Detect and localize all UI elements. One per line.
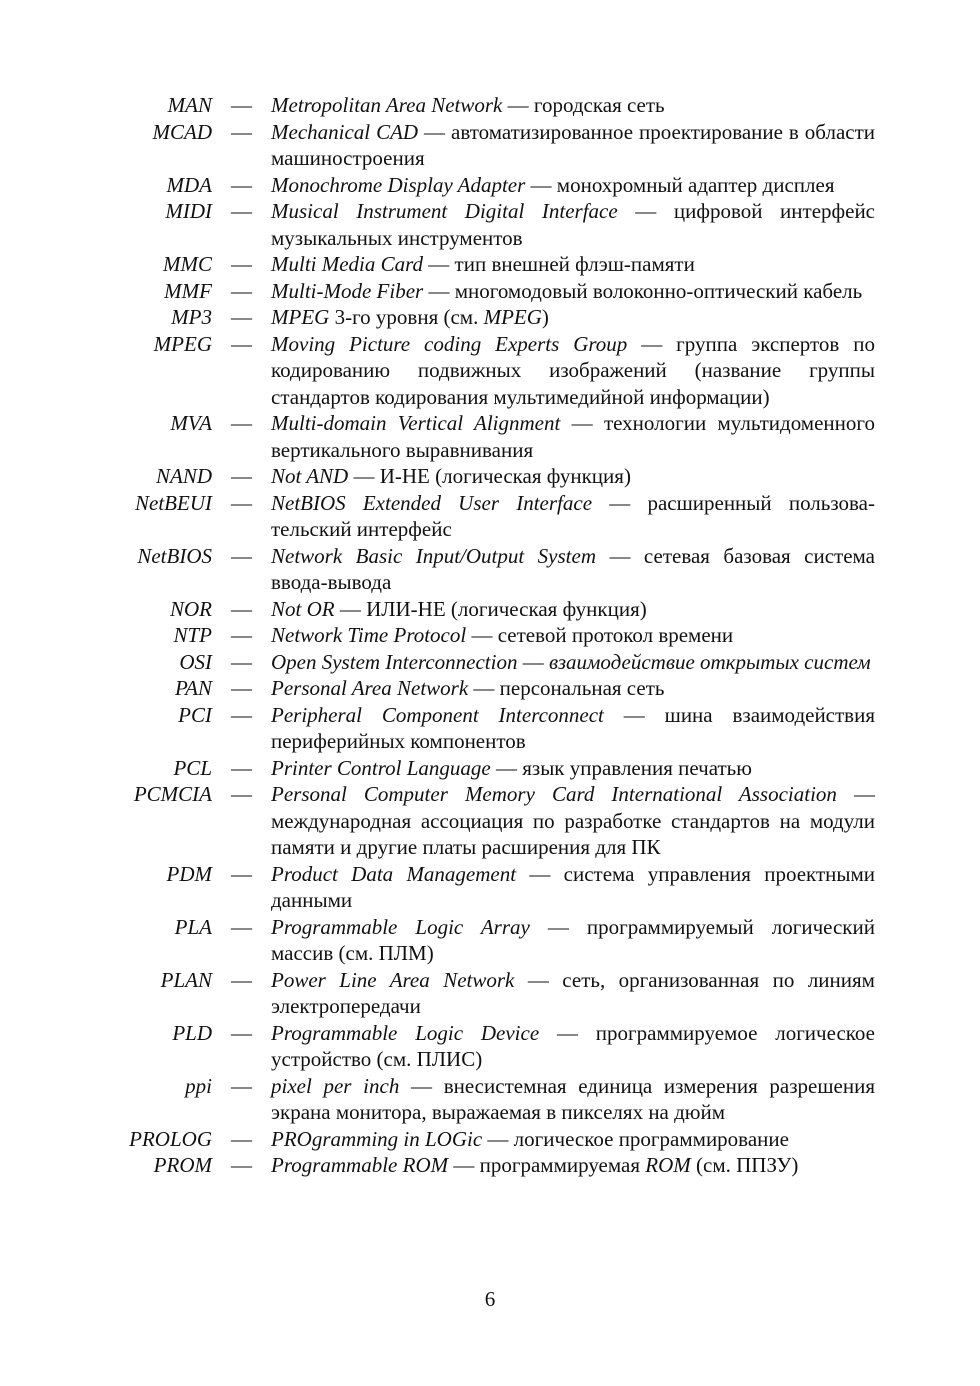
entry-dash: — (231, 702, 252, 727)
entry-definition (271, 119, 875, 172)
glossary-entry (100, 490, 875, 543)
definition-text: — сеть, организованная по линиям электропередачи (271, 967, 875, 1018)
definition-italic-text: Musical Instrument Digital Interface (271, 199, 618, 223)
glossary-entry (100, 331, 875, 411)
glossary-entry (100, 675, 875, 702)
definition-italic-text: Mechanical CAD (271, 119, 419, 144)
entry-term: MP3 (171, 305, 212, 329)
definition-italic-text: Open System Interconnection (271, 649, 518, 674)
entry-term: MDA (166, 172, 212, 197)
entry-definition (271, 914, 875, 967)
definition-text: — (517, 649, 549, 674)
definition-text: — группа экспертов по кодированию подвижных изображений (название группы стандартов кодирования мультимедийной информации) (271, 331, 875, 409)
definition-italic-text: Moving Picture coding Experts Group (271, 331, 628, 356)
definition-italic-text: Not OR (271, 596, 335, 621)
entry-term: PCMCIA (133, 782, 212, 806)
glossary-entry (100, 967, 875, 1020)
definition-italic-text: MPEG (483, 305, 542, 329)
entry-dash: — (231, 464, 252, 488)
definition-text: — И-НЕ (логическая функция) (348, 464, 631, 488)
entry-term: PLD (172, 1020, 212, 1045)
definition-italic-text: Product Data Management (271, 861, 517, 886)
definition-italic-text: Power Line Area Network (271, 967, 515, 992)
definition-italic-text: Printer Control Language (271, 755, 491, 780)
glossary-entry (100, 649, 875, 676)
entry-definition (271, 622, 875, 649)
entry-definition (271, 410, 875, 463)
definition-italic-text: PROgramming in LOGic (271, 1126, 483, 1151)
entry-dash: — (231, 199, 252, 223)
entry-definition (271, 1126, 875, 1153)
definition-text: — цифровой интерфейс музыкальных инструментов (271, 199, 876, 250)
definition-italic-text: Peripheral Component Interconnect (271, 702, 604, 727)
definition-text: (см. ППЗУ) (690, 1153, 799, 1177)
entry-definition (271, 198, 875, 251)
definition-italic-text: ROM (645, 1153, 691, 1177)
definition-text: ) (541, 305, 549, 329)
definition-text: — автоматизированное проектирование в области машиностроения (271, 119, 875, 170)
definition-text: — программируемая (448, 1153, 646, 1177)
entry-term: PLA (174, 914, 212, 939)
definition-text: — международная ассоциация по разработке стандартов на модули памяти и другие платы расширения для ПК (271, 782, 875, 859)
entry-definition (271, 251, 875, 278)
definition-text: — шина взаимодействия периферийных компонентов (271, 702, 875, 753)
entry-definition (271, 463, 875, 490)
glossary-entry (100, 1126, 875, 1153)
glossary-entry (100, 1152, 875, 1179)
entry-term: PAN (175, 676, 212, 700)
definition-text: 3-го уровня (см. (329, 305, 484, 329)
entry-term: MPEG (153, 331, 212, 356)
entry-term: PLAN (160, 967, 212, 992)
definition-text: — программируемый логический массив (см. ПЛМ) (271, 914, 875, 965)
definition-text: — язык управления печатью (490, 755, 752, 780)
definition-italic-text: взаимодействие открытых систем (548, 649, 871, 674)
definition-italic-text: Multi Media Card (271, 252, 424, 276)
entry-term: NOR (170, 596, 212, 621)
definition-italic-text: Multi-domain Vertical Alignment (271, 411, 561, 435)
definition-italic-text: Not AND (271, 464, 349, 488)
glossary-entry (100, 543, 875, 596)
entry-term: PDM (166, 861, 212, 886)
glossary-entry (100, 410, 875, 463)
entry-dash: — (231, 119, 252, 144)
entry-definition (271, 331, 875, 411)
entry-dash: — (231, 1073, 252, 1098)
definition-italic-text: pixel per inch (271, 1073, 400, 1098)
entry-dash: — (231, 93, 252, 117)
entry-dash: — (231, 305, 252, 329)
entry-dash: — (231, 676, 252, 700)
entry-dash: — (231, 411, 252, 435)
entry-definition (271, 1073, 875, 1126)
entry-definition (271, 543, 875, 596)
entry-term: MIDI (165, 199, 212, 223)
entry-dash: — (231, 278, 252, 303)
entry-dash: — (231, 543, 252, 568)
definition-text: — тип внешней флэш-памяти (423, 252, 695, 276)
glossary-entry (100, 119, 875, 172)
entry-definition (271, 1152, 875, 1179)
glossary-entry (100, 622, 875, 649)
entry-definition (271, 490, 875, 543)
definition-italic-text: Programmable Logic Device (271, 1020, 540, 1045)
entry-term: MCAD (152, 119, 212, 144)
definition-italic-text: Monochrome Display Adapter (271, 172, 526, 197)
definition-text: — расширенный пользовательский интерфейс (271, 490, 875, 541)
definition-italic-text: Personal Computer Memory Card International Association (271, 782, 837, 806)
definition-italic-text: Programmable ROM (271, 1153, 449, 1177)
entry-definition (271, 596, 875, 623)
glossary-entry (100, 702, 875, 755)
entry-term: MVA (170, 411, 212, 435)
entry-dash: — (231, 172, 252, 197)
entry-definition (271, 92, 875, 119)
entry-term: OSI (179, 649, 212, 674)
entry-dash: — (231, 782, 252, 806)
definition-italic-text: NetBIOS Extended User Interface (271, 490, 593, 515)
entry-definition (271, 649, 875, 676)
glossary-entry (100, 861, 875, 914)
glossary-entry (100, 914, 875, 967)
definition-text: — внесистемная единица измерения разрешения экрана монитора, выражаемая в пикселях на дюйм (271, 1073, 875, 1124)
entry-term: MMC (163, 252, 212, 276)
definition-text: — сетевая базовая система ввода-вывода (271, 543, 876, 594)
page-number: 6 (484, 1287, 496, 1311)
definition-italic-text: Network Time Protocol (271, 623, 467, 647)
glossary-entry (100, 278, 875, 305)
definition-text: — программируемое логическое устройство (см. ПЛИС) (271, 1020, 875, 1071)
glossary-entry (100, 755, 875, 782)
glossary-entry (100, 198, 875, 251)
entry-dash: — (231, 861, 252, 886)
glossary-entry (100, 463, 875, 490)
entry-dash: — (231, 914, 252, 939)
definition-text: — логическое программирование (482, 1126, 789, 1151)
glossary-entry (100, 92, 875, 119)
definition-italic-text: MPEG (271, 305, 330, 329)
definition-italic-text: Network Basic Input/Output System (271, 543, 597, 568)
entry-definition (271, 1020, 875, 1073)
definition-text: — городская сеть (502, 93, 665, 117)
entry-definition (271, 702, 875, 755)
entry-dash: — (231, 1126, 252, 1151)
definition-italic-text: Multi-Mode Fiber (271, 278, 424, 303)
definition-text: — система управления проектными данными (271, 861, 876, 912)
entry-dash: — (231, 331, 252, 356)
entry-definition (271, 304, 875, 331)
entry-definition (271, 861, 875, 914)
abbreviation-list (100, 92, 875, 1179)
entry-definition (271, 172, 875, 199)
glossary-entry (100, 596, 875, 623)
entry-term: NetBEUI (135, 490, 212, 515)
entry-dash: — (231, 1153, 252, 1177)
entry-term: ppi (185, 1073, 212, 1098)
entry-dash: — (231, 967, 252, 992)
definition-italic-text: Personal Area Network (271, 676, 469, 700)
entry-definition (271, 755, 875, 782)
definition-text: — многомодовый волоконно-оптический кабель (423, 278, 863, 303)
entry-dash: — (231, 490, 252, 515)
entry-dash: — (231, 649, 252, 674)
entry-dash: — (231, 1020, 252, 1045)
entry-definition (271, 675, 875, 702)
glossary-entry (100, 304, 875, 331)
definition-text: — монохромный адаптер дисплея (525, 172, 835, 197)
glossary-entry (100, 1020, 875, 1073)
entry-term: PROM (153, 1153, 212, 1177)
entry-term: MMF (164, 278, 212, 303)
glossary-entry (100, 251, 875, 278)
entry-definition (271, 278, 875, 305)
definition-italic-text: Programmable Logic Array (271, 914, 530, 939)
entry-term: PCL (173, 755, 212, 780)
entry-dash: — (231, 596, 252, 621)
glossary-entry (100, 1073, 875, 1126)
definition-text: — ИЛИ-НЕ (логическая функция) (334, 596, 647, 621)
entry-term: NetBIOS (137, 543, 212, 568)
glossary-entry (100, 781, 875, 861)
entry-dash: — (231, 755, 252, 780)
entry-term: NAND (155, 464, 212, 488)
entry-term: MAN (167, 93, 212, 117)
entry-term: NTP (173, 623, 212, 647)
entry-dash: — (231, 623, 252, 647)
entry-definition (271, 967, 875, 1020)
definition-italic-text: Metropolitan Area Network (271, 93, 503, 117)
entry-dash: — (231, 252, 252, 276)
definition-text: — сетевой протокол времени (466, 623, 734, 647)
entry-term: PCI (178, 702, 212, 727)
entry-definition (271, 781, 875, 861)
definition-text: — технологии мультидоменного вертикального выравнивания (271, 411, 875, 462)
glossary-entry (100, 172, 875, 199)
entry-term: PROLOG (129, 1126, 212, 1151)
definition-text: — персональная сеть (468, 676, 665, 700)
